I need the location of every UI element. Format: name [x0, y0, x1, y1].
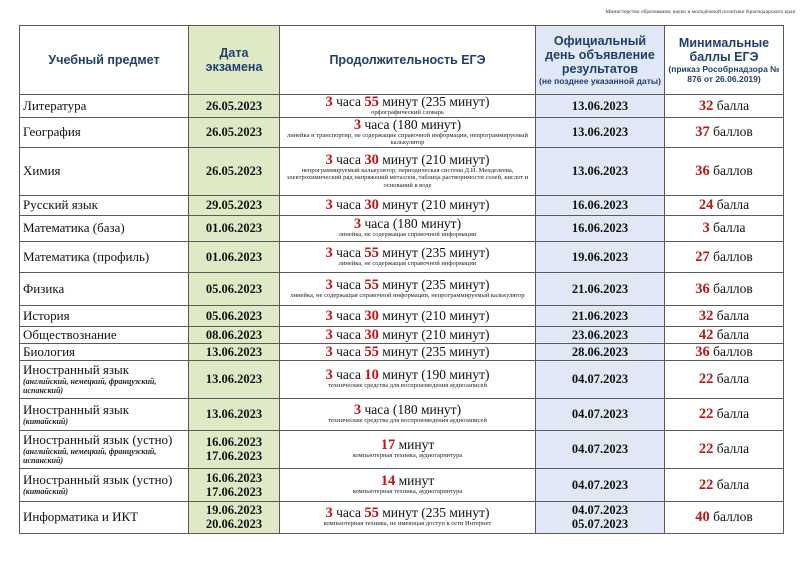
duration-text-1: часа [332, 326, 365, 342]
exam-date-cell [189, 398, 280, 430]
duration-cell [280, 195, 536, 215]
exam-date-cell [189, 343, 280, 360]
duration-minutes: 17 [380, 437, 396, 454]
duration-text-2: минут (210 минут) [378, 326, 490, 342]
duration-text-2: минут (235 минут) [378, 343, 490, 359]
duration-hours: 3 [353, 402, 362, 419]
results-date: 28.06.2023 [571, 344, 629, 359]
subject-cell [20, 147, 189, 195]
duration-text-2: минут (190 минут) [378, 367, 490, 383]
exam-date-2: 20.06.2023 [205, 517, 263, 531]
min-score-cell [665, 195, 784, 215]
subject-name: История [23, 307, 70, 323]
duration-text-2: минут (210 минут) [378, 151, 490, 167]
exam-date-cell [189, 272, 280, 305]
min-score-number: 36 [695, 343, 710, 360]
duration-minutes: 55 [364, 343, 379, 360]
allowed-materials-note: непрограммируемый калькулятор; периодическая система Д.И. Менделеева, электрохимический ряд напряжений металлов, таблица растворимости солей, кислот и оснований в воде [286, 166, 529, 189]
min-score-word: баллов [709, 509, 753, 524]
allowed-materials-note: компьютерная техника, аудиогарнитура [352, 487, 463, 495]
duration-text-1: часа [332, 151, 365, 167]
duration-hours: 3 [325, 307, 333, 324]
results-date-cell [536, 468, 665, 501]
min-score-number: 40 [695, 509, 710, 525]
duration-hours: 3 [325, 94, 333, 110]
subject-cell [20, 360, 189, 398]
table-row [20, 343, 784, 360]
results-date-cell [536, 326, 665, 343]
exam-date: 08.06.2023 [205, 327, 263, 342]
duration-hours: 3 [325, 151, 333, 168]
duration-text-2: минут (210 минут) [378, 307, 490, 323]
min-score-cell [665, 241, 784, 272]
header-results-title: Официальный день объявление результатов [545, 34, 655, 76]
duration-cell [280, 215, 536, 241]
duration-text-2: минут [395, 472, 435, 488]
min-score-cell [665, 215, 784, 241]
exam-date-cell [189, 501, 280, 533]
duration-cell [280, 147, 536, 195]
min-score-cell [665, 343, 784, 360]
subject-name: Русский язык [23, 197, 98, 212]
duration-hours: 3 [325, 326, 333, 343]
min-score-cell [665, 360, 784, 398]
min-score-word: баллов [709, 124, 753, 139]
results-date-cell [536, 501, 665, 533]
min-score-number: 42 [698, 326, 714, 343]
ege-schedule-table [19, 25, 784, 534]
min-score-word: балла [713, 326, 750, 342]
results-date: 21.06.2023 [571, 281, 629, 296]
duration-cell [280, 398, 536, 430]
subject-cell [20, 95, 189, 118]
min-score-cell [665, 468, 784, 501]
min-score-word: балла [713, 307, 750, 323]
subject-note: (английский, немецкий, французский, испанский) [23, 377, 157, 395]
min-score-number: 32 [698, 307, 714, 324]
table-row [20, 95, 784, 118]
duration-text-1: часа [332, 197, 365, 212]
table-row [20, 117, 784, 147]
exam-date-cell [189, 117, 280, 147]
duration-text-2: минут (235 минут) [378, 94, 490, 109]
results-date: 04.07.2023 [571, 372, 629, 386]
min-score-cell [665, 117, 784, 147]
allowed-materials-note: технические средства для воспроизведения аудиозаписей [328, 382, 487, 390]
subject-cell [20, 326, 189, 343]
subject-name: Иностранный язык (устно) [23, 472, 173, 487]
subject-name: Иностранный язык [23, 362, 130, 377]
results-date-cell [536, 343, 665, 360]
subject-cell [20, 501, 189, 533]
duration-text-1: часа [332, 367, 365, 383]
subject-cell [20, 305, 189, 326]
duration-cell [280, 468, 536, 501]
header-duration: Продолжительность ЕГЭ [280, 26, 536, 95]
duration-hours: 3 [325, 343, 333, 360]
results-date: 13.06.2023 [571, 125, 629, 139]
min-score-number: 36 [695, 280, 710, 297]
exam-date: 26.05.2023 [205, 164, 263, 178]
table-row [20, 195, 784, 215]
results-date-cell [536, 147, 665, 195]
duration-minutes: 10 [364, 367, 379, 384]
duration-text-2: минут (235 минут) [378, 276, 490, 292]
min-score-word: баллов [709, 280, 753, 296]
allowed-materials-note: технические средства для воспроизведения аудиозаписей [328, 417, 487, 425]
results-date-cell [536, 430, 665, 468]
duration-text-1: часа (180 минут) [361, 216, 462, 232]
subject-note: (английский, немецкий, французский, испанский) [23, 447, 157, 465]
results-date-cell [536, 241, 665, 272]
table-row [20, 430, 784, 468]
exam-date: 05.06.2023 [205, 308, 263, 323]
subject-name: Информатика и ИКТ [23, 509, 139, 524]
results-date-2: 05.07.2023 [571, 517, 629, 531]
min-score-word: балла [713, 406, 750, 421]
results-date: 16.06.2023 [571, 221, 629, 235]
duration-minutes: 55 [364, 94, 379, 110]
min-score-word: балла [713, 371, 750, 386]
results-date-cell [536, 398, 665, 430]
duration-hours: 3 [353, 216, 362, 233]
subject-cell [20, 272, 189, 305]
min-score-cell [665, 398, 784, 430]
min-score-cell [665, 147, 784, 195]
exam-date-cell [189, 195, 280, 215]
results-date: 16.06.2023 [571, 198, 629, 212]
allowed-materials-note: линейка, не содержащая справочной информации [338, 231, 477, 239]
duration-cell [280, 326, 536, 343]
duration-cell [280, 430, 536, 468]
results-date: 04.07.2023 [571, 442, 629, 456]
duration-cell [280, 117, 536, 147]
min-score-number: 24 [698, 197, 714, 213]
exam-date: 13.06.2023 [205, 407, 263, 421]
header-min-note: (приказ Рособрнадзора № 876 от 26.06.2019) [668, 64, 780, 84]
duration-minutes: 30 [364, 307, 379, 324]
subject-name: Иностранный язык (устно) [23, 432, 173, 447]
subject-cell [20, 195, 189, 215]
min-score-number: 22 [698, 371, 714, 387]
duration-text-2: минут (235 минут) [378, 505, 490, 521]
results-date-cell [536, 360, 665, 398]
results-date-cell [536, 95, 665, 118]
table-row [20, 241, 784, 272]
results-date: 04.07.2023 [571, 407, 629, 421]
results-date: 21.06.2023 [571, 308, 629, 323]
duration-text-1: часа [332, 505, 365, 521]
subject-name: Биология [23, 343, 76, 359]
allowed-materials-note: компьютерная техника, аудиогарнитура [352, 452, 463, 460]
min-score-cell [665, 430, 784, 468]
min-score-cell [665, 305, 784, 326]
header-min-title: Минимальные баллы ЕГЭ [678, 36, 770, 64]
min-score-number: 22 [698, 476, 714, 493]
duration-text-1: часа [332, 343, 365, 359]
subject-name: Математика (профиль) [23, 248, 150, 264]
table-row [20, 501, 784, 533]
duration-text-1: часа [332, 307, 365, 323]
duration-cell [280, 241, 536, 272]
min-score-number: 27 [695, 248, 710, 265]
exam-date: 16.06.2023 [205, 435, 263, 449]
exam-date-2: 17.06.2023 [205, 449, 263, 463]
duration-hours: 3 [325, 197, 333, 213]
min-score-number: 36 [695, 163, 710, 179]
min-score-word: баллов [709, 343, 753, 359]
min-score-number: 32 [698, 97, 714, 114]
exam-date: 13.06.2023 [205, 344, 263, 359]
results-date-cell [536, 215, 665, 241]
duration-minutes: 30 [364, 197, 379, 213]
exam-date-cell [189, 305, 280, 326]
exam-date: 05.06.2023 [205, 281, 263, 296]
duration-hours: 3 [325, 244, 333, 261]
min-score-word: баллов [709, 248, 753, 264]
allowed-materials-note: орфографический словарь [371, 109, 444, 116]
duration-minutes: 30 [364, 151, 379, 168]
exam-date: 26.05.2023 [205, 125, 263, 139]
subject-cell [20, 343, 189, 360]
exam-date-cell [189, 360, 280, 398]
duration-text-2: минут [395, 437, 435, 453]
exam-date: 29.05.2023 [205, 198, 263, 212]
exam-date: 13.06.2023 [205, 372, 263, 386]
subject-note: (китайский) [23, 416, 69, 426]
allowed-materials-note: линейка, не содержащая справочной информации, непрограммируемый калькулятор [290, 291, 525, 299]
exam-date-cell [189, 468, 280, 501]
results-date-cell [536, 305, 665, 326]
subject-cell [20, 398, 189, 430]
duration-cell [280, 305, 536, 326]
subject-name: Обществознание [23, 326, 117, 342]
header-row [20, 26, 784, 95]
subject-cell [20, 117, 189, 147]
table-row [20, 305, 784, 326]
exam-date: 16.06.2023 [205, 470, 263, 485]
exam-date-cell [189, 326, 280, 343]
exam-date: 01.06.2023 [205, 249, 263, 264]
min-score-number: 22 [698, 406, 714, 422]
table-row [20, 360, 784, 398]
header-results-note: (не позднее указанной даты) [539, 76, 661, 86]
subject-name: Литература [23, 97, 87, 113]
results-date-cell [536, 117, 665, 147]
subject-cell [20, 215, 189, 241]
min-score-cell [665, 501, 784, 533]
subject-name: Физика [23, 280, 65, 296]
duration-cell [280, 360, 536, 398]
duration-text-1: часа [332, 94, 365, 109]
duration-cell [280, 95, 536, 118]
table-row [20, 398, 784, 430]
results-date-cell [536, 195, 665, 215]
table-row [20, 468, 784, 501]
exam-date-cell [189, 215, 280, 241]
min-score-number: 37 [695, 124, 710, 140]
min-score-word: балла [709, 220, 746, 235]
min-score-cell [665, 95, 784, 118]
results-date: 19.06.2023 [571, 249, 629, 264]
subject-cell [20, 241, 189, 272]
exam-date: 26.05.2023 [205, 98, 263, 113]
duration-hours: 3 [325, 367, 333, 384]
allowed-materials-note: линейка и транспортир, не содержащие справочной информации, непрограммируемый калькулятор [286, 131, 529, 146]
duration-text-1: часа (180 минут) [361, 402, 462, 418]
subject-name: Иностранный язык [23, 401, 130, 417]
min-score-word: баллов [709, 163, 753, 178]
exam-date: 01.06.2023 [205, 221, 263, 235]
exam-date-cell [189, 430, 280, 468]
duration-text-1: часа [332, 276, 365, 292]
duration-minutes: 55 [364, 505, 379, 522]
results-date: 04.07.2023 [571, 477, 629, 492]
table-row [20, 326, 784, 343]
results-date: 23.06.2023 [571, 327, 629, 342]
duration-text-2: минут (235 минут) [378, 244, 490, 260]
subject-name: Химия [23, 163, 61, 178]
duration-minutes: 55 [364, 244, 379, 261]
header-subject: Учебный предмет [20, 26, 189, 95]
duration-cell [280, 501, 536, 533]
duration-text-1: часа (180 минут) [361, 117, 462, 132]
table-row [20, 272, 784, 305]
duration-text-1: часа [332, 244, 365, 260]
ministry-caption: Министерство образования, науки и молодёжной политики Краснодарского края [605, 9, 795, 15]
subject-cell [20, 430, 189, 468]
min-score-word: балла [713, 441, 750, 456]
min-score-word: балла [713, 197, 750, 212]
exam-date-2: 17.06.2023 [205, 484, 263, 499]
table-row [20, 147, 784, 195]
duration-cell [280, 272, 536, 305]
header-date: Дата экзамена [189, 26, 280, 95]
allowed-materials-note: линейка, не содержащая справочной информации [338, 259, 477, 267]
exam-date: 19.06.2023 [205, 503, 263, 517]
min-score-cell [665, 326, 784, 343]
subject-name: География [23, 124, 81, 139]
min-score-word: балла [713, 97, 750, 113]
allowed-materials-note: компьютерная техника, не имеющая доступ к сети Интернет [323, 520, 492, 528]
duration-minutes: 14 [380, 472, 396, 489]
min-score-number: 3 [702, 220, 710, 236]
duration-hours: 3 [353, 117, 362, 133]
subject-note: (китайский) [23, 487, 69, 496]
results-date-cell [536, 272, 665, 305]
exam-date-cell [189, 241, 280, 272]
results-date: 13.06.2023 [571, 98, 629, 113]
results-date: 04.07.2023 [571, 503, 629, 517]
duration-minutes: 55 [364, 276, 379, 293]
min-score-word: балла [713, 476, 750, 492]
subject-name: Математика (база) [23, 220, 125, 235]
exam-date-cell [189, 95, 280, 118]
subject-cell [20, 468, 189, 501]
duration-minutes: 30 [364, 326, 379, 343]
duration-cell [280, 343, 536, 360]
min-score-number: 22 [698, 441, 714, 457]
duration-hours: 3 [325, 505, 333, 522]
header-results [536, 26, 665, 95]
table-row [20, 215, 784, 241]
duration-hours: 3 [325, 276, 333, 293]
duration-text-2: минут (210 минут) [378, 197, 490, 212]
header-min [665, 26, 784, 95]
results-date: 13.06.2023 [571, 164, 629, 178]
min-score-cell [665, 272, 784, 305]
exam-date-cell [189, 147, 280, 195]
